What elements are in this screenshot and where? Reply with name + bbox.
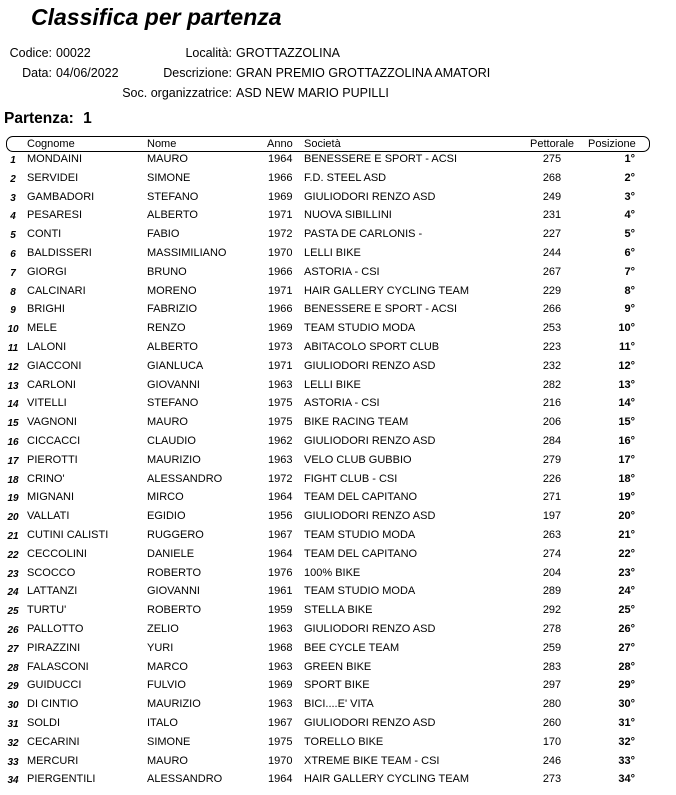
cell-societa: HAIR GALLERY CYCLING TEAM: [304, 284, 470, 297]
cell-nome: ALBERTO: [147, 209, 198, 222]
cell-pettorale: 271: [542, 491, 562, 504]
cell-societa: TORELLO BIKE: [304, 735, 384, 748]
cell-cognome: CRINO': [27, 472, 65, 485]
row-number: 23: [7, 568, 19, 580]
row-number: 3: [10, 192, 16, 204]
row-number: 9: [10, 305, 16, 317]
row-number: 16: [7, 437, 19, 448]
table-row: [0, 677, 676, 696]
cell-posizione: 16°: [618, 435, 635, 447]
cell-cognome: LATTANZI: [27, 585, 78, 598]
cell-posizione: 15°: [618, 416, 635, 429]
table-row: [0, 753, 676, 772]
cell-anno: 1964: [268, 153, 293, 165]
table-row: [0, 377, 676, 396]
cell-posizione: 20°: [618, 510, 635, 523]
cell-pettorale: 197: [542, 510, 562, 523]
cell-nome: MAURO: [147, 153, 188, 165]
table-row: [0, 734, 676, 753]
table-row: [0, 207, 676, 226]
table-row: [0, 527, 676, 546]
cell-societa: GIULIODORI RENZO ASD: [304, 435, 436, 447]
col-societa: Società: [304, 138, 341, 150]
cell-societa: TEAM STUDIO MODA: [304, 529, 416, 541]
cell-pettorale: 260: [542, 717, 562, 729]
cell-cognome: BALDISSERI: [27, 247, 92, 259]
col-nome: Nome: [147, 138, 177, 150]
cell-anno: 1964: [268, 547, 293, 560]
cell-anno: 1956: [268, 510, 293, 523]
cell-pettorale: 266: [542, 303, 562, 316]
codice-value: 00022: [56, 46, 91, 60]
cell-posizione: 13°: [618, 378, 635, 391]
cell-nome: YURI: [147, 641, 174, 654]
cell-nome: ZELIO: [147, 623, 179, 635]
cell-posizione: 19°: [618, 491, 635, 504]
descrizione-label: Descrizione:: [163, 66, 232, 80]
cell-societa: GIULIODORI RENZO ASD: [304, 623, 436, 635]
row-number: 12: [7, 361, 19, 373]
cell-societa: FIGHT CLUB - CSI: [304, 472, 398, 485]
cell-societa: TEAM DEL CAPITANO: [304, 547, 418, 560]
table-row: [0, 264, 676, 283]
col-pettorale: Pettorale: [530, 138, 575, 150]
cell-nome: GIANLUCA: [147, 359, 204, 372]
row-number: 22: [7, 549, 19, 561]
cell-pettorale: 297: [542, 679, 562, 692]
cell-cognome: PIEROTTI: [27, 453, 78, 466]
row-number: 8: [10, 286, 16, 298]
table-row: [0, 659, 676, 678]
cell-societa: STELLA BIKE: [304, 604, 373, 617]
cell-posizione: 3°: [624, 190, 635, 203]
cell-societa: VELO CLUB GUBBIO: [304, 453, 412, 466]
cell-nome: FABIO: [147, 228, 180, 241]
cell-anno: 1969: [268, 679, 293, 692]
cell-anno: 1966: [268, 303, 293, 316]
row-number: 7: [10, 267, 16, 279]
cell-societa: BEE CYCLE TEAM: [304, 641, 400, 654]
col-cognome: Cognome: [27, 138, 75, 150]
cell-nome: ALBERTO: [147, 341, 198, 353]
cell-cognome: MELE: [27, 322, 57, 335]
data-value: 04/06/2022: [56, 66, 119, 80]
cell-pettorale: 170: [542, 735, 562, 748]
cell-nome: MORENO: [147, 284, 197, 297]
cell-pettorale: 227: [542, 228, 562, 241]
table-row: [0, 395, 676, 414]
row-number: 17: [7, 455, 19, 467]
cell-nome: RUGGERO: [147, 529, 204, 541]
cell-cognome: CALCINARI: [27, 284, 86, 297]
cell-societa: GIULIODORI RENZO ASD: [304, 510, 436, 523]
cell-posizione: 10°: [618, 322, 635, 335]
partenza-value: 1: [83, 110, 92, 127]
cell-anno: 1975: [268, 735, 293, 748]
cell-cognome: SCOCCO: [27, 566, 76, 579]
cell-pettorale: 263: [542, 529, 562, 541]
table-row: [0, 151, 676, 170]
table-row: [0, 320, 676, 339]
cell-nome: CLAUDIO: [147, 435, 196, 447]
cell-cognome: FALASCONI: [27, 660, 89, 673]
cell-posizione: 28°: [618, 660, 635, 673]
cell-pettorale: 259: [542, 641, 562, 654]
cell-nome: MAURO: [147, 754, 188, 767]
cell-posizione: 31°: [618, 717, 635, 729]
cell-cognome: PALLOTTO: [27, 623, 84, 635]
row-number: 19: [7, 493, 19, 505]
table-row: [0, 602, 676, 621]
cell-societa: LELLI BIKE: [304, 247, 361, 259]
row-number: 2: [10, 173, 16, 185]
cell-anno: 1963: [268, 660, 293, 673]
cell-cognome: CECCOLINI: [27, 547, 87, 560]
cell-pettorale: 232: [542, 359, 562, 372]
table-row: [0, 771, 676, 790]
col-anno: Anno: [267, 138, 293, 150]
table-row: [0, 508, 676, 527]
cell-posizione: 21°: [618, 529, 635, 541]
cell-anno: 1963: [268, 623, 293, 635]
cell-nome: MIRCO: [147, 491, 184, 504]
row-number: 18: [7, 474, 19, 486]
row-number: 26: [7, 625, 19, 636]
cell-pettorale: 283: [542, 660, 562, 673]
cell-posizione: 11°: [618, 341, 635, 353]
cell-posizione: 25°: [618, 604, 635, 617]
cell-cognome: GUIDUCCI: [27, 679, 82, 692]
table-row: [0, 583, 676, 602]
cell-pettorale: 229: [542, 284, 562, 297]
cell-cognome: TURTU': [27, 604, 67, 617]
row-number: 31: [7, 719, 19, 730]
data-label: Data:: [22, 66, 52, 80]
table-row: [0, 245, 676, 264]
row-number: 27: [7, 643, 19, 655]
cell-nome: RENZO: [147, 322, 186, 335]
cell-pettorale: 292: [542, 604, 562, 617]
row-number: 25: [7, 606, 19, 618]
table-row: [0, 546, 676, 565]
table-row: [0, 696, 676, 715]
cell-posizione: 7°: [624, 265, 635, 278]
cell-societa: BIKE RACING TEAM: [304, 416, 409, 429]
table-row: [0, 471, 676, 490]
row-number: 1: [10, 155, 16, 166]
cell-cognome: PIERGENTILI: [27, 773, 96, 786]
cell-anno: 1976: [268, 566, 293, 579]
row-number: 21: [7, 531, 19, 542]
cell-nome: GIOVANNI: [147, 378, 200, 391]
cell-posizione: 24°: [618, 585, 635, 598]
cell-nome: SIMONE: [147, 735, 191, 748]
cell-pettorale: 284: [542, 435, 562, 447]
row-number: 28: [7, 662, 19, 674]
row-number: 20: [7, 512, 19, 524]
cell-anno: 1971: [268, 284, 293, 297]
cell-cognome: VITELLI: [27, 397, 67, 410]
cell-pettorale: 275: [542, 153, 562, 165]
cell-anno: 1975: [268, 416, 293, 429]
localita-value: GROTTAZZOLINA: [236, 46, 340, 60]
cell-nome: MASSIMILIANO: [147, 247, 227, 259]
cell-anno: 1967: [268, 529, 293, 541]
cell-pettorale: 231: [542, 209, 562, 222]
cell-nome: DANIELE: [147, 547, 195, 560]
cell-nome: ROBERTO: [147, 566, 201, 579]
cell-cognome: MIGNANI: [27, 491, 75, 504]
cell-pettorale: 268: [542, 171, 562, 184]
table-row: [0, 189, 676, 208]
row-number: 5: [10, 230, 16, 242]
cell-pettorale: 204: [542, 566, 562, 579]
cell-pettorale: 267: [542, 265, 562, 278]
cell-posizione: 17°: [618, 453, 635, 466]
cell-societa: 100% BIKE: [304, 566, 361, 579]
cell-nome: MAURIZIO: [147, 698, 201, 711]
cell-cognome: GIORGI: [27, 265, 67, 278]
cell-nome: EGIDIO: [147, 510, 186, 523]
cell-anno: 1973: [268, 341, 293, 353]
cell-posizione: 22°: [618, 547, 635, 560]
cell-posizione: 9°: [624, 303, 635, 316]
cell-pettorale: 253: [542, 322, 562, 335]
cell-nome: ITALO: [147, 717, 178, 729]
row-number: 10: [7, 324, 19, 336]
cell-cognome: PIRAZZINI: [27, 641, 81, 654]
cell-societa: ASTORIA - CSI: [304, 397, 380, 410]
cell-pettorale: 273: [542, 773, 562, 786]
cell-nome: FABRIZIO: [147, 303, 198, 316]
cell-nome: MAURO: [147, 416, 188, 429]
row-number: 6: [10, 249, 16, 260]
table-row: [0, 301, 676, 320]
cell-societa: SPORT BIKE: [304, 679, 370, 692]
cell-cognome: VAGNONI: [27, 416, 77, 429]
cell-anno: 1963: [268, 378, 293, 391]
cell-posizione: 2°: [624, 171, 635, 184]
cell-societa: GIULIODORI RENZO ASD: [304, 717, 436, 729]
cell-posizione: 4°: [624, 209, 635, 222]
cell-posizione: 33°: [618, 754, 635, 767]
cell-societa: GREEN BIKE: [304, 660, 372, 673]
cell-nome: BRUNO: [147, 265, 187, 278]
cell-cognome: CUTINI CALISTI: [27, 529, 109, 541]
cell-anno: 1964: [268, 773, 293, 786]
cell-posizione: 30°: [618, 698, 635, 711]
cell-societa: XTREME BIKE TEAM - CSI: [304, 754, 440, 767]
cell-pettorale: 246: [542, 754, 562, 767]
cell-anno: 1959: [268, 604, 293, 617]
cell-anno: 1971: [268, 209, 293, 222]
table-row: [0, 170, 676, 189]
cell-societa: ASTORIA - CSI: [304, 265, 380, 278]
cell-anno: 1962: [268, 435, 293, 447]
cell-anno: 1969: [268, 190, 293, 203]
cell-anno: 1964: [268, 491, 293, 504]
cell-pettorale: 279: [542, 453, 562, 466]
cell-nome: GIOVANNI: [147, 585, 200, 598]
row-number: 14: [7, 399, 19, 411]
cell-societa: BICI....E' VITA: [304, 698, 374, 711]
table-row: [0, 640, 676, 659]
cell-posizione: 23°: [618, 566, 635, 579]
table-row: [0, 715, 676, 734]
cell-anno: 1972: [268, 228, 293, 241]
cell-nome: STEFANO: [147, 190, 199, 203]
cell-societa: GIULIODORI RENZO ASD: [304, 359, 436, 372]
table-row: [0, 489, 676, 508]
table-row: [0, 339, 676, 358]
cell-nome: ALESSANDRO: [147, 773, 223, 786]
cell-posizione: 1°: [624, 153, 635, 165]
cell-posizione: 26°: [618, 623, 635, 635]
cell-societa: ABITACOLO SPORT CLUB: [304, 341, 440, 353]
cell-posizione: 32°: [618, 735, 635, 748]
cell-nome: MARCO: [147, 660, 188, 673]
table-row: [0, 621, 676, 640]
cell-cognome: CECARINI: [27, 735, 80, 748]
soc-label: Soc. organizzatrice:: [122, 86, 232, 100]
cell-posizione: 12°: [618, 359, 635, 372]
cell-nome: FULVIO: [147, 679, 186, 692]
cell-anno: 1966: [268, 265, 293, 278]
cell-societa: PASTA DE CARLONIS -: [304, 228, 423, 241]
cell-nome: ALESSANDRO: [147, 472, 223, 485]
page-title: Classifica per partenza: [31, 4, 282, 30]
cell-cognome: BRIGHI: [27, 303, 65, 316]
cell-cognome: SERVIDEI: [27, 171, 79, 184]
col-posizione: Posizione: [588, 138, 636, 150]
cell-posizione: 8°: [624, 284, 635, 297]
table-row: [0, 283, 676, 302]
cell-anno: 1966: [268, 171, 293, 184]
table-row: [0, 358, 676, 377]
row-number: 15: [7, 418, 19, 430]
row-number: 13: [7, 380, 19, 392]
cell-pettorale: 226: [542, 472, 562, 485]
partenza-heading: [4, 110, 92, 128]
cell-cognome: PESARESI: [27, 209, 83, 222]
cell-societa: GIULIODORI RENZO ASD: [304, 190, 436, 203]
cell-cognome: CONTI: [27, 228, 62, 241]
cell-anno: 1975: [268, 397, 293, 410]
cell-societa: TEAM STUDIO MODA: [304, 322, 416, 335]
table-row: [0, 452, 676, 471]
cell-cognome: LALONI: [27, 341, 67, 353]
cell-anno: 1961: [268, 585, 293, 598]
cell-societa: TEAM DEL CAPITANO: [304, 491, 418, 504]
cell-societa: NUOVA SIBILLINI: [304, 209, 392, 222]
cell-posizione: 5°: [624, 228, 635, 241]
row-number: 29: [7, 681, 19, 693]
descrizione-value: GRAN PREMIO GROTTAZZOLINA AMATORI: [236, 66, 491, 80]
cell-nome: STEFANO: [147, 397, 199, 410]
cell-pettorale: 274: [542, 547, 562, 560]
row-number: 30: [7, 700, 19, 712]
table-row: [0, 414, 676, 433]
cell-societa: LELLI BIKE: [304, 378, 361, 391]
cell-posizione: 34°: [618, 773, 635, 786]
codice-label: Codice:: [9, 46, 52, 60]
cell-cognome: MONDAINI: [27, 153, 82, 165]
cell-nome: ROBERTO: [147, 604, 201, 617]
localita-label: Località:: [185, 46, 232, 60]
row-number: 4: [10, 211, 16, 223]
soc-value: ASD NEW MARIO PUPILLI: [236, 86, 389, 100]
table-row: [0, 433, 676, 452]
cell-anno: 1963: [268, 453, 293, 466]
row-number: 24: [7, 587, 19, 599]
cell-societa: BENESSERE E SPORT - ACSI: [304, 153, 458, 165]
cell-societa: F.D. STEEL ASD: [304, 171, 387, 184]
cell-cognome: CICCACCI: [27, 435, 81, 447]
cell-pettorale: 249: [542, 190, 562, 203]
cell-pettorale: 206: [542, 416, 562, 429]
cell-cognome: CARLONI: [27, 378, 76, 391]
cell-pettorale: 223: [542, 341, 562, 353]
row-number: 33: [7, 756, 19, 768]
cell-cognome: VALLATI: [27, 510, 70, 523]
cell-pettorale: 282: [542, 378, 562, 391]
cell-anno: 1971: [268, 359, 293, 372]
partenza-label: Partenza:: [4, 110, 74, 127]
cell-cognome: GIACCONI: [27, 359, 82, 372]
cell-cognome: DI CINTIO: [27, 698, 79, 711]
cell-anno: 1972: [268, 472, 293, 485]
cell-societa: TEAM STUDIO MODA: [304, 585, 416, 598]
cell-societa: HAIR GALLERY CYCLING TEAM: [304, 773, 470, 786]
cell-posizione: 29°: [618, 679, 635, 692]
cell-pettorale: 280: [542, 698, 562, 711]
cell-anno: 1969: [268, 322, 293, 335]
cell-anno: 1968: [268, 641, 293, 654]
table-header: [6, 136, 650, 152]
cell-pettorale: 289: [542, 585, 562, 598]
cell-anno: 1963: [268, 698, 293, 711]
cell-posizione: 6°: [624, 247, 635, 259]
cell-anno: 1967: [268, 717, 293, 729]
cell-pettorale: 216: [542, 397, 562, 410]
cell-pettorale: 244: [542, 247, 562, 259]
row-number: 11: [7, 343, 19, 354]
row-number: 34: [7, 775, 19, 787]
cell-nome: SIMONE: [147, 171, 191, 184]
cell-societa: BENESSERE E SPORT - ACSI: [304, 303, 458, 316]
cell-anno: 1970: [268, 754, 293, 767]
cell-anno: 1970: [268, 247, 293, 259]
cell-pettorale: 278: [542, 623, 562, 635]
cell-posizione: 18°: [618, 472, 635, 485]
cell-cognome: GAMBADORI: [27, 190, 95, 203]
cell-nome: MAURIZIO: [147, 453, 201, 466]
cell-posizione: 14°: [618, 397, 635, 410]
cell-posizione: 27°: [618, 641, 635, 654]
cell-cognome: MERCURI: [27, 754, 79, 767]
table-row: [0, 565, 676, 584]
row-number: 32: [7, 737, 19, 749]
table-row: [0, 226, 676, 245]
cell-cognome: SOLDI: [27, 717, 61, 729]
